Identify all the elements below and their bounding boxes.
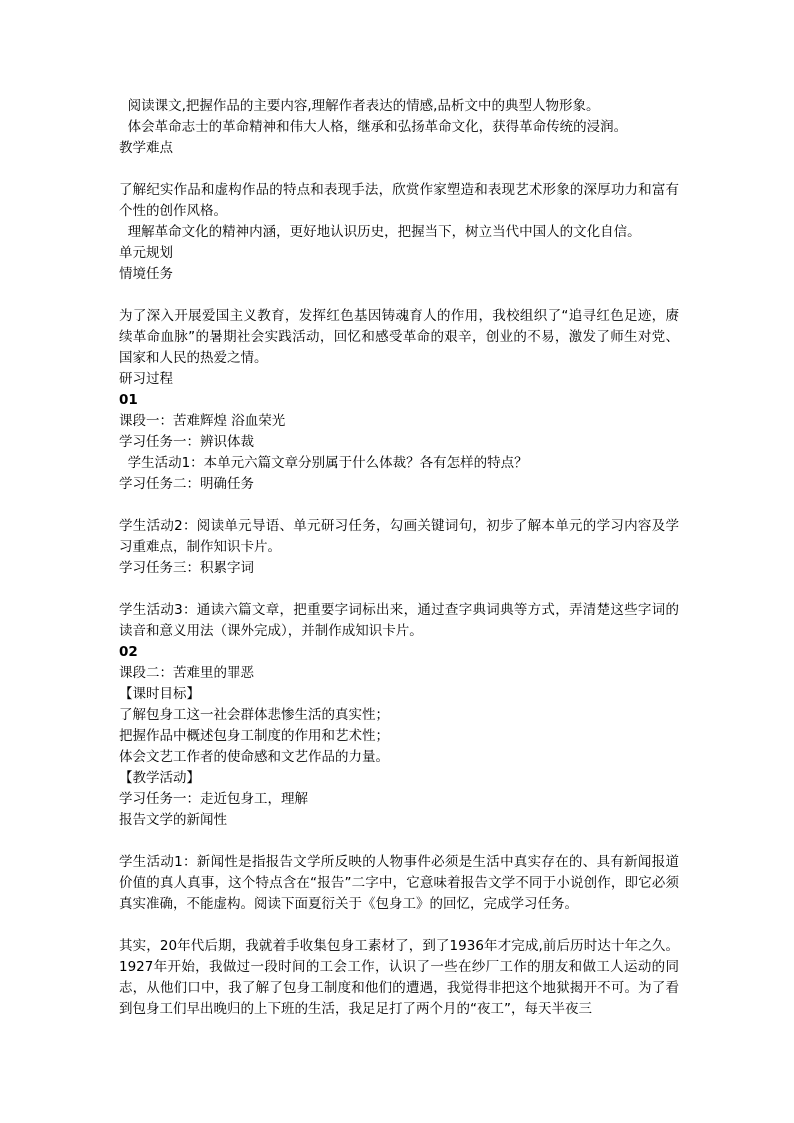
text-line: 学习任务一：走近包身工，理解	[119, 791, 308, 807]
text-line: 【课时目标】	[119, 686, 200, 702]
paragraph: 学生活动1：新闻性是指报告文学所反映的人物事件必须是生活中真实存在的、具有新闻报道价值的真人真事，这个特点含在“报告”二字中，它意味着报告文学不同于小说创作，即它必须真实准确，不能虚构。阅读下面夏衍关于《包身工》的回忆，完成学习任务。	[119, 854, 679, 912]
section-number: 01	[119, 392, 138, 408]
document-body	[119, 96, 679, 1020]
blank-line	[119, 579, 679, 600]
blank-line	[119, 285, 679, 306]
paragraph: 学生活动2：阅读单元导语、单元研习任务，勾画关键词句，初步了解本单元的学习内容及学习重难点，制作知识卡片。	[119, 518, 679, 555]
text-line: 单元规划	[119, 245, 173, 261]
paragraph: 学生活动3：通读六篇文章，把重要字词标出来，通过查字典词典等方式，弄清楚这些字词的读音和意义用法（课外完成），并制作成知识卡片。	[119, 602, 679, 639]
paragraph: 其实，20年代后期，我就着手收集包身工素材了，到了1936年才完成,前后历时达十年之久。1927年开始，我做过一段时间的工会工作，认识了一些在纱厂工作的朋友和做工人运动的同志，从他们口中，我了解了包身工制度和他们的遭遇，我觉得非把这个地狱揭开不可。为了看到包身工们早出晚归的上下班的生活，我足足打了两个月的“夜工”，每天半夜三	[119, 938, 679, 1017]
blank-line	[119, 495, 679, 516]
text-line: 研习过程	[119, 371, 173, 387]
text-line: 课段一：苦难辉煌 浴血荣光	[119, 413, 286, 429]
text-line: 学习任务一：辨识体裁	[119, 434, 254, 450]
text-line: 【教学活动】	[119, 770, 200, 786]
text-line: 情境任务	[119, 266, 173, 282]
blank-line	[119, 831, 679, 852]
text-line: 了解包身工这一社会群体悲惨生活的真实性；	[119, 707, 389, 723]
text-line: 把握作品中概述包身工制度的作用和艺术性；	[119, 728, 389, 744]
blank-line	[119, 915, 679, 936]
paragraph: 了解纪实作品和虚构作品的特点和表现手法，欣赏作家塑造和表现艺术形象的深厚功力和富有个性的创作风格。	[119, 182, 679, 219]
blank-line	[119, 159, 679, 180]
section-number: 02	[119, 644, 138, 660]
text-line: 课段二：苦难里的罪恶	[119, 665, 254, 681]
text-line: 教学难点	[119, 140, 173, 156]
text-line: 体会革命志士的革命精神和伟大人格，继承和弘扬革命文化，获得革命传统的浸润。	[119, 119, 628, 135]
text-line: 阅读课文,把握作品的主要内容,理解作者表达的情感,品析文中的典型人物形象。	[119, 98, 600, 114]
text-line: 学习任务二：明确任务	[119, 476, 254, 492]
paragraph: 为了深入开展爱国主义教育，发挥红色基因铸魂育人的作用，我校组织了“追寻红色足迹，赓续革命血脉”的暑期社会实践活动，回忆和感受革命的艰辛，创业的不易，激发了师生对党、国家和人民的热爱之情。	[119, 308, 679, 366]
text-line: 体会文艺工作者的使命感和文艺作品的力量。	[119, 749, 389, 765]
text-line: 学生活动1：本单元六篇文章分别属于什么体裁？各有怎样的特点？	[119, 455, 528, 471]
text-line: 理解革命文化的精神内涵，更好地认识历史，把握当下，树立当代中国人的文化自信。	[119, 224, 641, 240]
text-line: 报告文学的新闻性	[119, 812, 227, 828]
text-line: 学习任务三：积累字词	[119, 560, 254, 576]
